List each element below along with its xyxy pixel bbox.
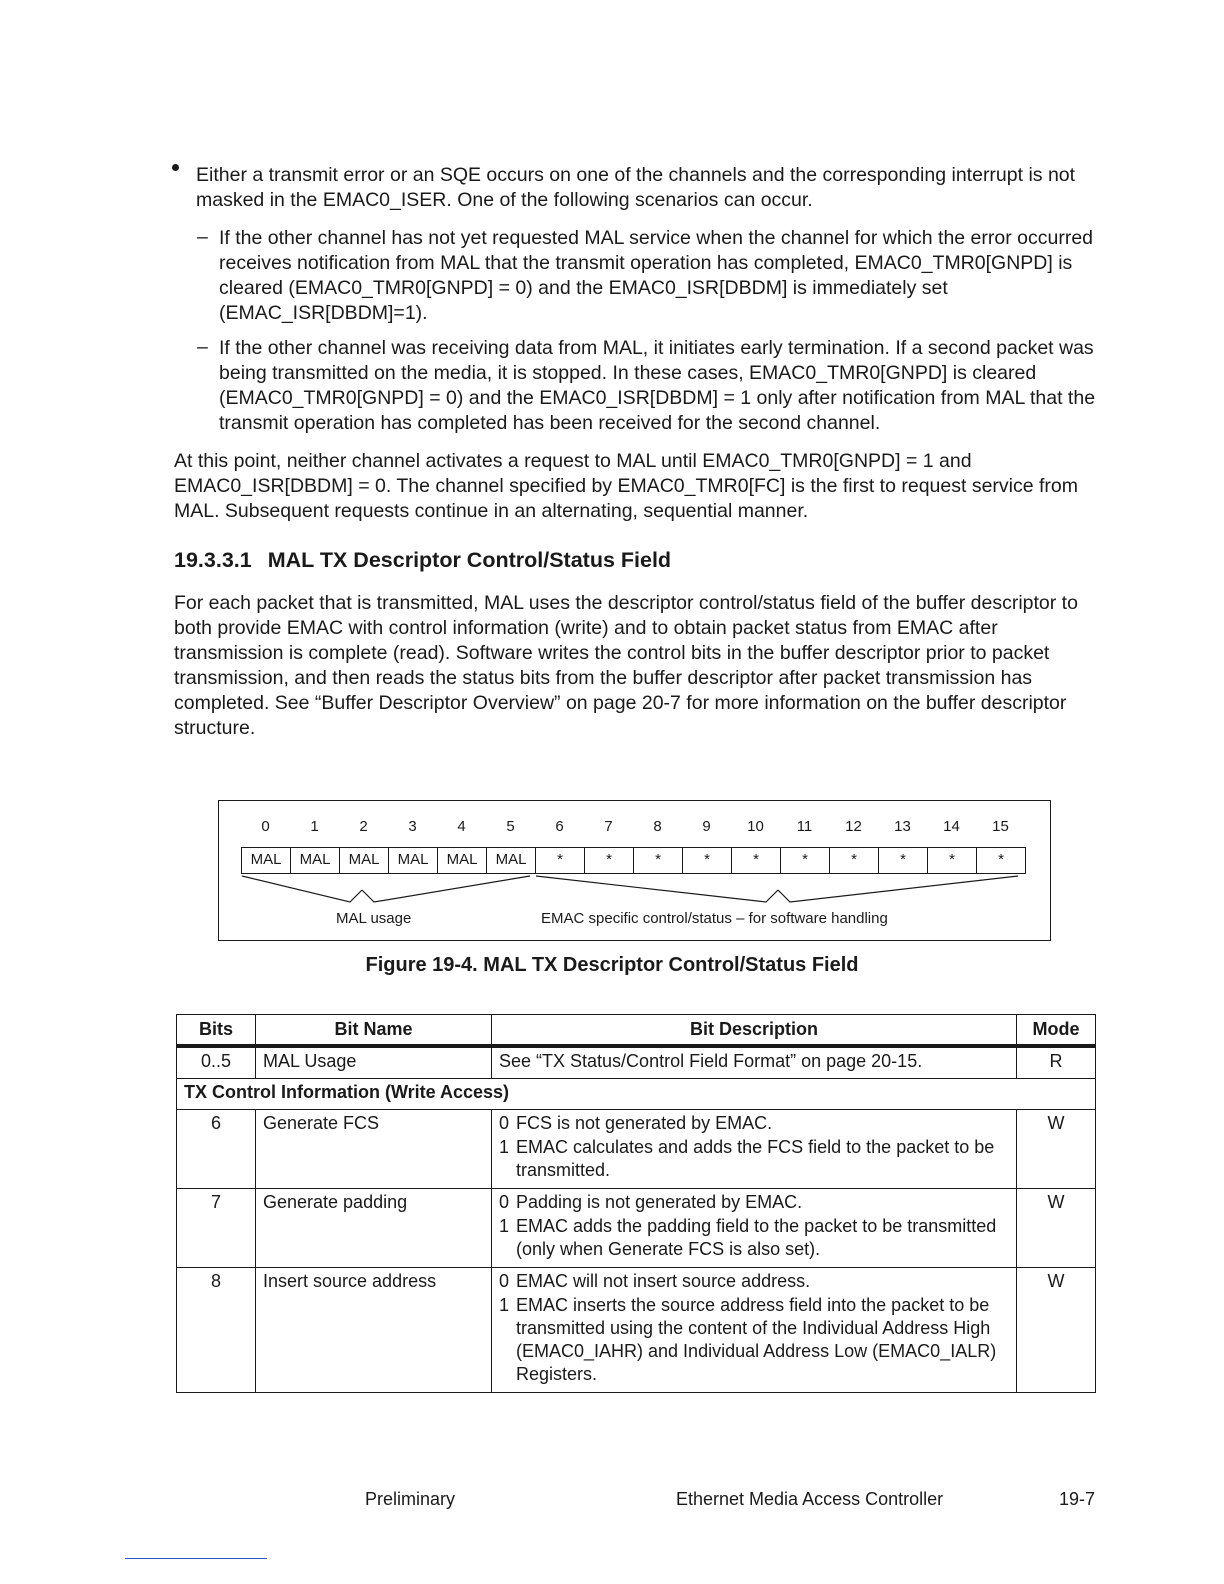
cell-desc: See “TX Status/Control Field Format” on page 20-15. — [492, 1046, 1017, 1079]
bit-cell: MAL — [486, 847, 536, 874]
table-row — [177, 1110, 1096, 1189]
header-bit-name: Bit Name — [256, 1015, 492, 1047]
cell-bits: 7 — [177, 1189, 256, 1268]
bit-cell: MAL — [388, 847, 438, 874]
brace-emac — [536, 876, 1018, 902]
desc-key: 0 — [499, 1271, 510, 1291]
brace-mal — [242, 876, 530, 902]
bit-number: 13 — [894, 818, 911, 835]
bullet-dot — [172, 164, 179, 171]
cell-bits: 0..5 — [177, 1046, 256, 1079]
cell-mode: R — [1017, 1046, 1096, 1079]
table-row — [177, 1189, 1096, 1268]
cell-desc — [492, 1189, 1017, 1268]
bottom-link-underline — [125, 1558, 267, 1559]
desc-value: Padding is not generated by EMAC. — [516, 1192, 803, 1212]
table-row — [177, 1046, 1096, 1079]
cell-bits: 8 — [177, 1268, 256, 1393]
paragraph-1: At this point, neither channel activates a request to MAL until EMAC0_TMR0[GNPD] = 1 and EMAC0_ISR[DBDM] = 0. The channel specified by EMAC0_TMR0[FC] is the first to request service from MAL. Subsequent requests continue in an alternating, sequential manner. — [174, 450, 1079, 522]
paragraph-2: For each packet that is transmitted, MAL uses the descriptor control/status field of the buffer descriptor to both provide EMAC with control information (write) and to obtain packet status from EMAC after transmission is complete (read). Software writes the control bits in the buffer descriptor prior to packet transmission, and then reads the status bits from the buffer descriptor after packet transmission has completed. See “Buffer Descriptor Overview” on page 20-7 for more information on the buffer descriptor structure. — [174, 592, 1078, 739]
bit-number: 4 — [457, 818, 466, 835]
section-heading — [174, 548, 671, 573]
dash-marker: – — [197, 226, 208, 248]
bit-cell: * — [731, 847, 781, 874]
table-row — [177, 1268, 1096, 1393]
bit-number: 8 — [653, 818, 662, 835]
bit-cell: * — [829, 847, 879, 874]
figure-caption: Figure 19-4. MAL TX Descriptor Control/Status Field — [365, 954, 859, 976]
bit-number: 5 — [506, 818, 515, 835]
bit-cell: * — [682, 847, 732, 874]
label-emac-specific: EMAC specific control/status – for software handling — [541, 910, 888, 927]
bit-number: 0 — [261, 818, 270, 835]
desc-key: 0 — [499, 1192, 510, 1212]
cell-name: MAL Usage — [256, 1046, 492, 1079]
cell-name: Insert source address — [256, 1268, 492, 1393]
bit-cell: MAL — [339, 847, 389, 874]
header-bit-description: Bit Description — [492, 1015, 1017, 1047]
desc-value: EMAC adds the padding field to the packet to be transmitted (only when Generate FCS is also set). — [516, 1216, 997, 1259]
cell-bits: 6 — [177, 1110, 256, 1189]
bit-cell: * — [927, 847, 977, 874]
cell-name: Generate FCS — [256, 1110, 492, 1189]
bit-number: 14 — [943, 818, 960, 835]
table-header-row — [177, 1015, 1096, 1047]
bit-cell: * — [584, 847, 634, 874]
sub-item-2: If the other channel was receiving data from MAL, it initiates early termination. If a second packet was being transmitted on the media, it is stopped. In these cases, EMAC0_TMR0[GNPD] is cleared (EMAC0_TMR0[GNPD] = 0) and the EMAC0_ISR[DBDM] = 1 only after notification from MAL that the transmit operation has completed has been received for the second channel. — [219, 337, 1096, 434]
bit-number: 2 — [359, 818, 368, 835]
desc-value: FCS is not generated by EMAC. — [516, 1113, 773, 1133]
bit-table — [176, 1014, 1096, 1393]
section-title: MAL TX Descriptor Control/Status Field — [267, 548, 672, 572]
bit-cell: MAL — [290, 847, 340, 874]
cell-desc — [492, 1110, 1017, 1189]
bullet-text: Either a transmit error or an SQE occurs on one of the channels and the corresponding interrupt is not masked in the EMAC0_ISER. One of the following scenarios can occur. — [196, 164, 1076, 211]
header-mode: Mode — [1017, 1015, 1096, 1047]
bit-number: 10 — [747, 818, 764, 835]
desc-key: 1 — [499, 1295, 510, 1315]
cell-mode: W — [1017, 1110, 1096, 1189]
desc-key: 0 — [499, 1113, 510, 1133]
footer-page-number: 19-7 — [1059, 1489, 1096, 1509]
desc-key: 1 — [499, 1137, 510, 1157]
bit-cell: * — [633, 847, 683, 874]
footer-chapter-title: Ethernet Media Access Controller — [676, 1489, 944, 1509]
bit-cell: * — [780, 847, 830, 874]
bit-number: 12 — [845, 818, 862, 835]
desc-value: EMAC will not insert source address. — [516, 1271, 811, 1291]
cell-mode: W — [1017, 1268, 1096, 1393]
desc-key: 1 — [499, 1216, 510, 1236]
bit-number: 7 — [604, 818, 613, 835]
bit-cell: MAL — [241, 847, 291, 874]
bit-cell: * — [976, 847, 1026, 874]
bit-number: 1 — [310, 818, 319, 835]
table-section-row — [177, 1079, 1096, 1110]
section-label: TX Control Information (Write Access) — [177, 1079, 1096, 1110]
bit-number: 6 — [555, 818, 564, 835]
header-bits: Bits — [177, 1015, 256, 1047]
cell-name: Generate padding — [256, 1189, 492, 1268]
bit-cell: MAL — [437, 847, 487, 874]
cell-mode: W — [1017, 1189, 1096, 1268]
bit-number: 9 — [702, 818, 711, 835]
dash-marker: – — [197, 336, 208, 358]
bit-cell: * — [878, 847, 928, 874]
section-number: 19.3.3.1 — [174, 548, 252, 572]
bit-number: 3 — [408, 818, 417, 835]
desc-value: EMAC inserts the source address field into the packet to be transmitted using the content of the Individual Address High (EMAC0_IAHR) and Individual Address Low (EMAC0_IALR) Registers. — [516, 1295, 997, 1384]
sub-item-1: If the other channel has not yet requested MAL service when the channel for which the error occurred receives notification from MAL that the transmit operation has completed, EMAC0_TMR0[GNPD] is cleared (EMAC0_TMR0[GNPD] = 0) and the EMAC0_ISR[DBDM] is immediately set (EMAC_ISR[DBDM]=1). — [219, 227, 1094, 324]
desc-value: EMAC calculates and adds the FCS field to the packet to be transmitted. — [516, 1137, 995, 1180]
cell-desc — [492, 1268, 1017, 1393]
bit-cell: * — [535, 847, 585, 874]
figure-braces — [218, 872, 1051, 912]
bit-number: 11 — [796, 818, 813, 835]
label-mal-usage: MAL usage — [336, 910, 412, 927]
bit-number: 15 — [992, 818, 1009, 835]
footer-preliminary: Preliminary — [365, 1489, 456, 1509]
